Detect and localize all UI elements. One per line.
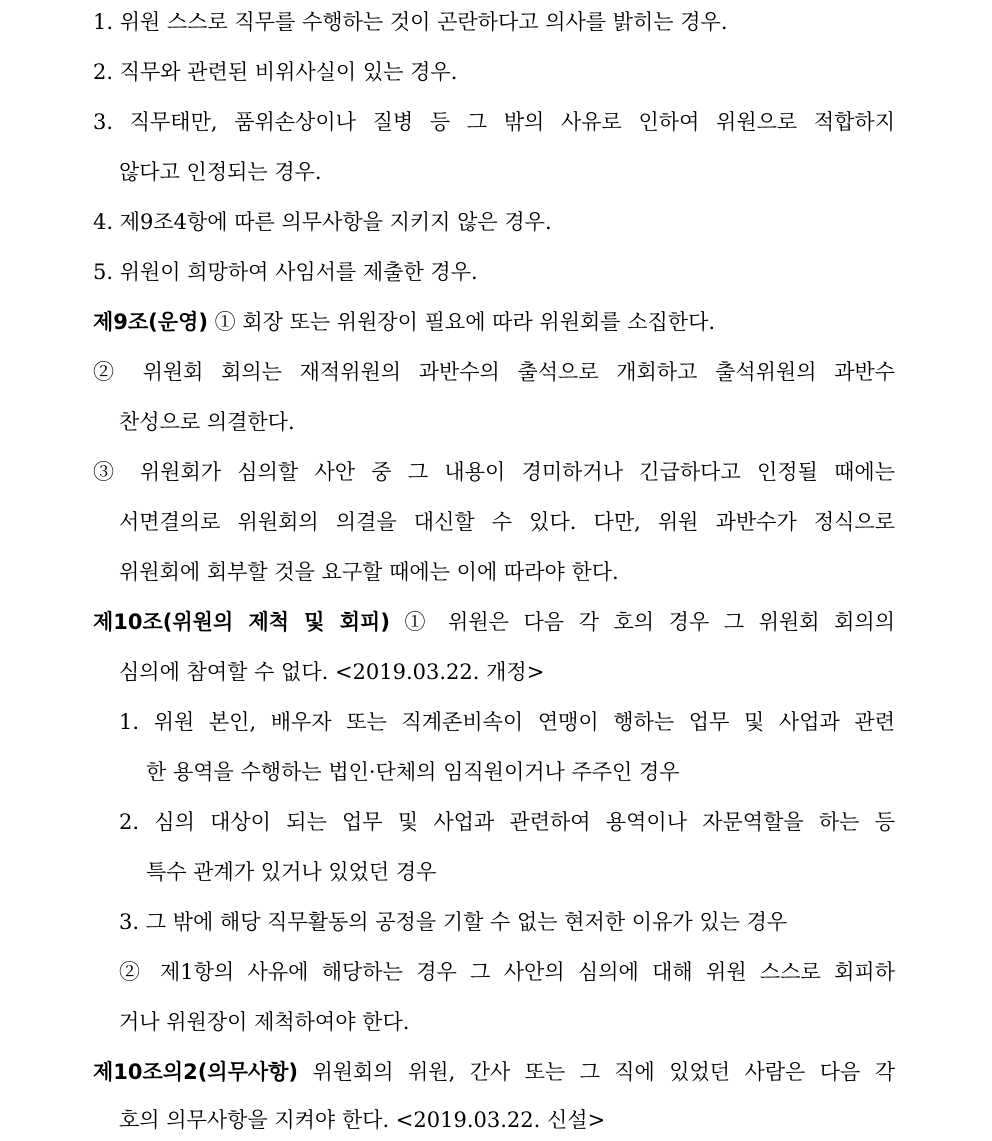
article-9-clause-2-line: ② 위원회 회의는 재적위원의 과반수의 출석으로 개회하고 출석위원의 과반수 bbox=[93, 360, 895, 384]
article-10-2-continuation: 호의 의무사항을 지켜야 한다. <2019.03.22. 신설> bbox=[119, 1108, 606, 1132]
article-10-continuation: 심의에 참여할 수 없다. <2019.03.22. 개정> bbox=[119, 660, 545, 684]
article-9-clause-3-line: ③ 위원회가 심의할 사안 중 그 내용이 경미하거나 긴급하다고 인정될 때에는 bbox=[93, 460, 895, 484]
item-3-line: 3. 직무태만, 품위손상이나 질병 등 그 밖의 사유로 인하여 위원으로 적합하지 bbox=[93, 110, 895, 134]
article-10-line bbox=[93, 607, 895, 637]
item-5-line: 5. 위원이 희망하여 사임서를 제출한 경우. bbox=[93, 260, 478, 284]
article-9-line bbox=[93, 307, 893, 337]
item-1-line: 1. 위원 스스로 직무를 수행하는 것이 곤란하다고 의사를 밝히는 경우. bbox=[93, 10, 728, 34]
article-10-clause-2-line: ② 제1항의 사유에 해당하는 경우 그 사안의 심의에 대해 위원 스스로 회피하 bbox=[119, 960, 895, 984]
article-10-2-heading: 제10조의2(의무사항) bbox=[93, 1060, 299, 1084]
article-10-item-2-continuation: 특수 관계가 있거나 있었던 경우 bbox=[146, 860, 437, 884]
article-10-item-2-line: 2. 심의 대상이 되는 업무 및 사업과 관련하여 용역이나 자문역할을 하는 등 bbox=[119, 810, 895, 834]
article-9-clause-3-continuation-1: 서면결의로 위원회의 의결을 대신할 수 있다. 다만, 위원 과반수가 정식으로 bbox=[119, 510, 895, 534]
article-9-clause-2-continuation: 찬성으로 의결한다. bbox=[119, 410, 295, 434]
article-10-item-1-continuation: 한 용역을 수행하는 법인·단체의 임직원이거나 주주인 경우 bbox=[146, 760, 680, 784]
item-2-line: 2. 직무와 관련된 비위사실이 있는 경우. bbox=[93, 60, 458, 84]
article-9-text: ① 회장 또는 위원장이 필요에 따라 위원회를 소집한다. bbox=[214, 310, 716, 334]
article-10-2-text: 위원회의 위원, 간사 또는 그 직에 있었던 사람은 다음 각 bbox=[312, 1060, 895, 1084]
article-9-heading: 제9조(운영) bbox=[93, 310, 208, 334]
item-4-line: 4. 제9조4항에 따른 의무사항을 지키지 않은 경우. bbox=[93, 210, 552, 234]
article-10-clause-2-continuation: 거나 위원장이 제척하여야 한다. bbox=[119, 1010, 410, 1034]
article-10-item-3-line: 3. 그 밖에 해당 직무활동의 공정을 기할 수 없는 현저한 이유가 있는 경우 bbox=[119, 910, 788, 934]
article-10-2-line bbox=[93, 1057, 895, 1087]
item-3-continuation: 않다고 인정되는 경우. bbox=[119, 160, 322, 184]
article-10-text: ① 위원은 다음 각 호의 경우 그 위원회 회의의 bbox=[404, 610, 895, 634]
article-10-item-1-line: 1. 위원 본인, 배우자 또는 직계존비속이 연맹이 행하는 업무 및 사업과 관련 bbox=[119, 710, 895, 734]
article-10-heading: 제10조(위원의 제척 및 회피) bbox=[93, 610, 390, 634]
article-9-clause-3-continuation-2: 위원회에 회부할 것을 요구할 때에는 이에 따라야 한다. bbox=[119, 560, 619, 584]
